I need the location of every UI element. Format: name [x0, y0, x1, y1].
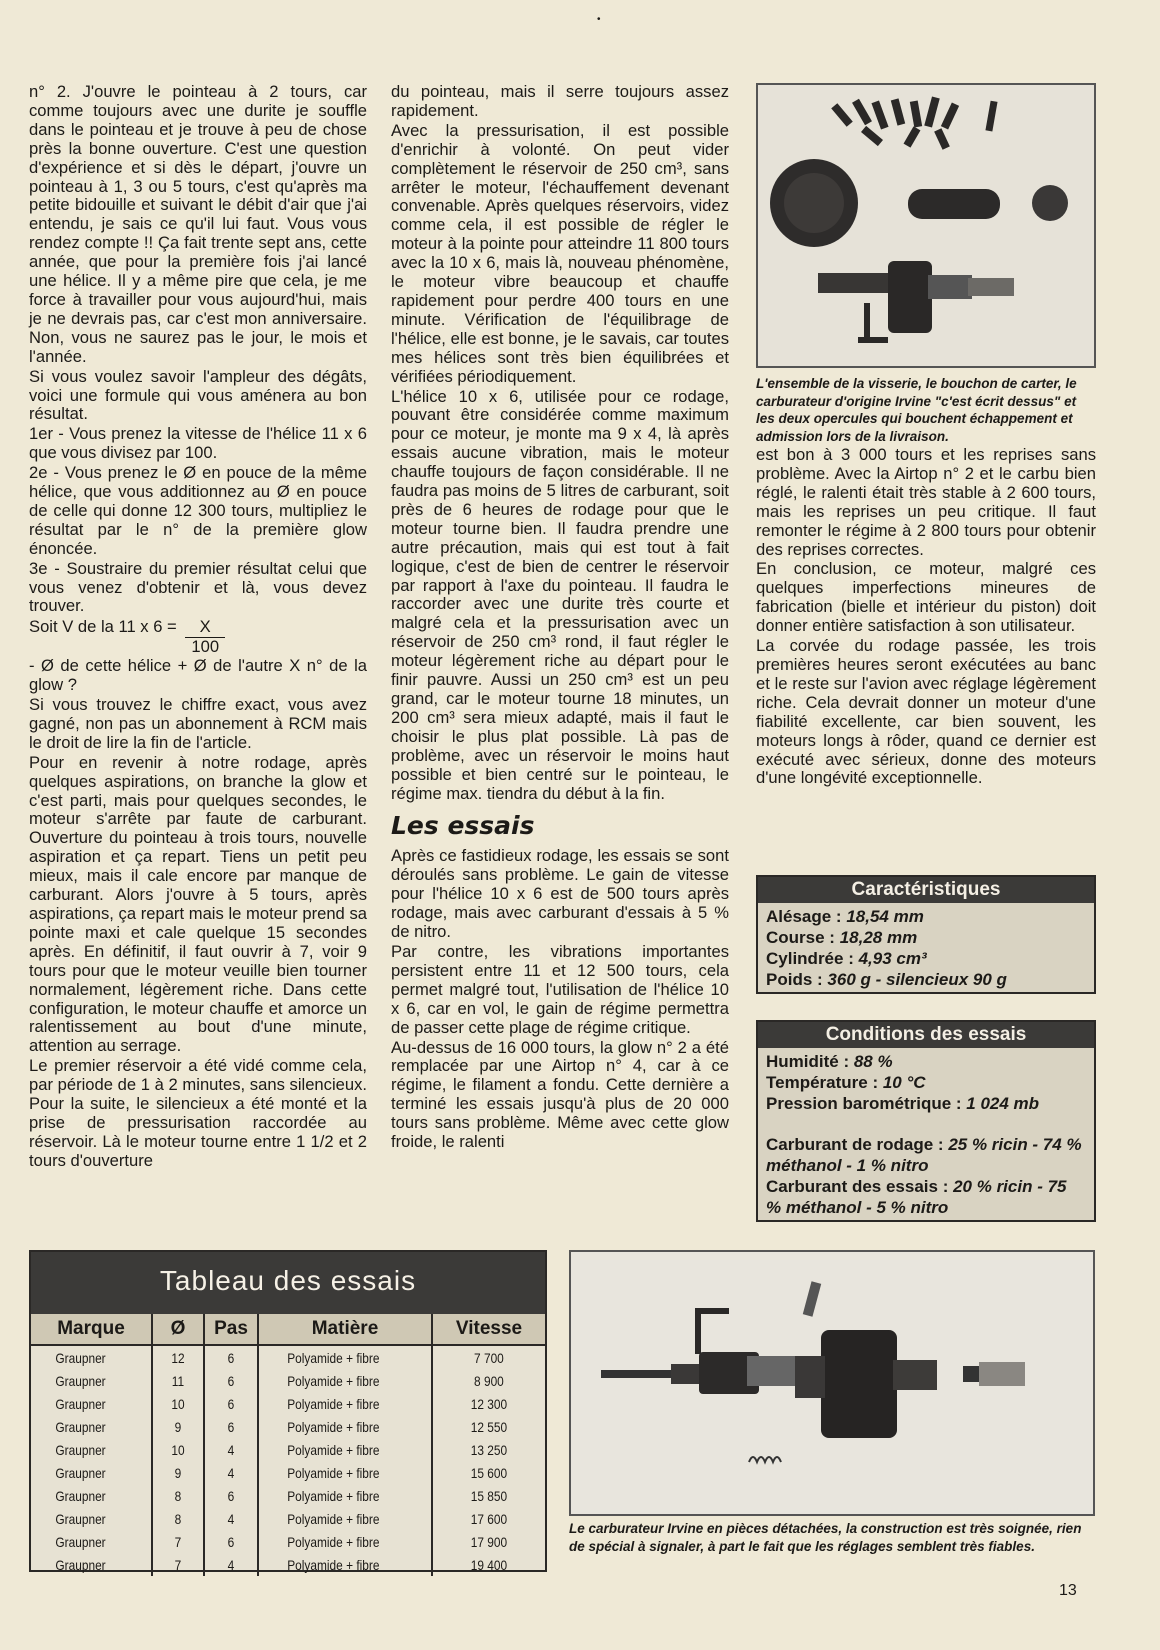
- table-cell: Graupner: [40, 1553, 143, 1576]
- table-row: [31, 1415, 545, 1438]
- article-column-3: [756, 446, 1096, 789]
- table-row: [31, 1369, 545, 1392]
- table-cell: Polyamide + fibre: [271, 1369, 419, 1392]
- table-row: [31, 1507, 545, 1530]
- condition-label: Température :: [766, 1073, 879, 1092]
- spec-label: Poids :: [766, 970, 823, 989]
- table-cell: Polyamide + fibre: [271, 1484, 419, 1507]
- photo-carburetor-parts: [569, 1250, 1095, 1516]
- table-cell: 17 900: [470, 1533, 508, 1550]
- spec-label: Course :: [766, 928, 835, 947]
- table-cell: Polyamide + fibre: [271, 1530, 419, 1553]
- table-cell: 9: [156, 1415, 200, 1438]
- caracteristiques-box: [756, 875, 1096, 994]
- table-row: [31, 1438, 545, 1461]
- table-cell: 4: [208, 1507, 254, 1530]
- table-cell: 7: [156, 1530, 200, 1553]
- table-cell: 12 300: [470, 1395, 508, 1412]
- page-number: 13: [1059, 1582, 1077, 1599]
- table-header-row: [31, 1314, 545, 1345]
- fuel-essais-label: Carburant des essais :: [766, 1177, 949, 1196]
- table-cell: 6: [208, 1369, 254, 1392]
- paragraph: est bon à 3 000 tours et les reprises sans problème. Avec la Airtop n° 2 et le carbu bien réglé, le ralenti était très stable à 2 600 tours, mais les reprises un peu critique. Il faut remonter le régime à 2 800 tours pour obtenir des reprises correctes.: [756, 445, 1096, 559]
- table-cell: 7: [156, 1553, 200, 1576]
- table-cell: 12: [156, 1345, 200, 1369]
- paragraph: n° 2. J'ouvre le pointeau à 2 tours, car comme toujours avec une durite je souffle dans le pointeau et je trouve à peu de chose près la bonne ouverture. C'est une question d'expérience et si dès le départ, j'ouvre un pointeau à 1, 3 ou 5 tours, c'est qu'après ma petite bidouille et suivant le débit d'air que j'ai entendu, je sais ce qu'il lui faut. Vous vous rendez compte !! Ça fait trente sept ans, cette année, que pour la première fois j'ai lancé une hélice. Il y a même pire que cela, je me force à travailler pour vous aujourd'hui, mais je ne devrais pas, car c'est mon anniversaire. Non, vous ne saurez pas le jour, le mois et l'année.: [29, 82, 367, 366]
- table-cell: Graupner: [40, 1369, 143, 1392]
- conditions-list: [758, 1048, 1094, 1223]
- table-cell: Polyamide + fibre: [271, 1553, 419, 1576]
- table-cell: 15 600: [470, 1464, 508, 1481]
- results-table: [31, 1314, 545, 1576]
- formula-left: Soit V de la 11 x 6 =: [29, 617, 177, 637]
- table-row: [31, 1484, 545, 1507]
- table-cell: 11: [156, 1369, 200, 1392]
- table-cell: 8: [156, 1507, 200, 1530]
- paragraph: Le premier réservoir a été vidé comme cela, par période de 1 à 2 minutes, sans silencieux. Pour la suite, le silencieux a été monté et la prise de pressurisation raccordée au réservoir. Là le moteur tourne entre 1 1/2 et 2 tours d'ouverture: [29, 1056, 367, 1170]
- condition-row: [766, 1072, 1086, 1093]
- table-cell: Polyamide + fibre: [271, 1461, 419, 1484]
- spec-row: [766, 948, 1086, 969]
- spec-row: [766, 906, 1086, 927]
- formula-fraction: [185, 618, 225, 657]
- spec-value: 18,54 mm: [846, 907, 924, 926]
- table-row: [31, 1530, 545, 1553]
- paragraph: L'hélice 10 x 6, utilisée pour ce rodage, pouvant être considérée comme maximum pour ce moteur, je monte ma 9 x 4, là après essais aucune vibration, mais le moteur chauffe toujours de façon considérable. Il ne faudra pas moins de 5 litres de carburant, soit près de 6 heures de rodage pour que le moteur tourne bien. Il faudra prendre une autre précaution, mais qui est tout à fait logique, c'est de bien de centrer le réservoir par rapport à l'axe du pointeau. Il faudra le raccorder avec une durite très courte et malgré cela et la pressurisation avec un réservoir de 250 cm³ rond, il faut régler le moteur légèrement riche au départ pour le finir pauvre. Aussi un 250 cm³ est un peu grand, car le moteur tourne 18 minutes, un 200 cm³ sera mieux adapté, mais il faut le choisir le plus plat possible. Là pas de problème, avec un réservoir le moins haut possible et bien centré sur le pointeau, le régime max. tiendra du début à la fin.: [391, 386, 729, 803]
- condition-value: 88 %: [853, 1052, 893, 1071]
- table-title: Tableau des essais: [31, 1252, 545, 1314]
- table-cell: 6: [208, 1530, 254, 1553]
- table-cell: Graupner: [40, 1461, 143, 1484]
- table-row: [31, 1461, 545, 1484]
- table-cell: 6: [208, 1345, 254, 1369]
- decorative-dot: •: [597, 14, 601, 25]
- fuel-rodage-row: [766, 1134, 1086, 1176]
- caracteristiques-list: [758, 903, 1094, 995]
- paragraph: Au-dessus de 16 000 tours, la glow n° 2 a été remplacée par une Airtop n° 4, car à ce régime, le filament a fondu. Cette dernière a terminé les essais jusqu'à plus de 20 000 tours sans problème. Même avec cette glow froide, le ralenti: [391, 1037, 729, 1152]
- column-header: Marque: [31, 1314, 152, 1345]
- conditions-title: Conditions des essais: [758, 1022, 1094, 1048]
- table-cell: 13 250: [470, 1441, 508, 1458]
- table-cell: 8: [156, 1484, 200, 1507]
- paragraph: Après ce fastidieux rodage, les essais se sont déroulés sans problème. Le gain de vitesse pour l'hélice 10 x 6 est de 500 tours après rodage, mais avec carburant d'essais à 5 % de nitro.: [391, 846, 729, 942]
- table-cell: Graupner: [40, 1345, 143, 1369]
- table-cell: Graupner: [40, 1438, 143, 1461]
- spec-value: 360 g - silencieux 90 g: [827, 970, 1007, 989]
- column-header: Vitesse: [432, 1314, 545, 1345]
- spec-label: Cylindrée :: [766, 949, 854, 968]
- condition-label: Pression barométrique :: [766, 1094, 962, 1113]
- spec-value: 18,28 mm: [839, 928, 918, 947]
- table-cell: Graupner: [40, 1507, 143, 1530]
- spec-label: Alésage :: [766, 907, 842, 926]
- caracteristiques-title: Caractéristiques: [758, 877, 1094, 903]
- table-cell: Polyamide + fibre: [271, 1438, 419, 1461]
- paragraph: Pour en revenir à notre rodage, après quelques aspirations, on branche la glow et c'est parti, mais pour quelques secondes, le moteur s'arrête par faute de carburant. Ouverture du pointeau à trois tours, nouvelle aspiration et ça repart. Tiens un petit peu mieux, mais il cale encore par manque de carburant. Alors j'ouvre à 5 tours, après aspirations, ça repart mais le moteur prend sa pointe maxi et cale quelque 15 secondes après. En définitif, il faut ouvrir à 7, voir 9 tours pour que le moteur veuille bien tourner normalement, légèrement riche. Dans cette configuration, le moteur chauffe et amorce un ralentissement au bout d'une minute, attention au serrage.: [29, 752, 367, 1056]
- table-cell: 7 700: [474, 1349, 504, 1366]
- spec-value: 4,93 cm³: [858, 949, 927, 968]
- article-column-2: [391, 83, 729, 1153]
- table-cell: Graupner: [40, 1530, 143, 1553]
- condition-row: [766, 1093, 1086, 1114]
- table-row: [31, 1392, 545, 1415]
- paragraph: 1er - Vous prenez la vitesse de l'hélice 11 x 6 que vous divisez par 100.: [29, 424, 367, 463]
- fuel-rodage-value: 25 % ricin - 74 % méthanol - 1 % nitro: [766, 1135, 1082, 1175]
- formula: [29, 618, 367, 657]
- table-row: [31, 1345, 545, 1369]
- table-cell: 9: [156, 1461, 200, 1484]
- spec-row: [766, 969, 1086, 990]
- table-row: [31, 1553, 545, 1576]
- table-cell: 15 850: [470, 1487, 508, 1504]
- table-cell: 12 550: [470, 1418, 508, 1435]
- fuel-essais-value: 20 % ricin - 75 % méthanol - 5 % nitro: [766, 1177, 1067, 1217]
- table-cell: 4: [208, 1553, 254, 1576]
- article-column-1: [29, 83, 367, 1172]
- table-cell: 10: [156, 1392, 200, 1415]
- section-heading: Les essais: [391, 811, 535, 841]
- condition-value: 1 024 mb: [966, 1094, 1040, 1113]
- paragraph: Avec la pressurisation, il est possible d'enrichir à volonté. On peut vider complètement le réservoir de 250 cm³, sans arrêter le moteur, l'échauffement devenant convenable. Après quelques réservoirs, videz comme cela, il est possible de régler le moteur à la pointe pour atteindre 11 800 tours avec la 10 x 6, mais là, nouveau phénomène, le moteur vibre beaucoup et chauffe rapidement pour perdre 400 tours en une minute. Vérification de l'équilibrage de l'hélice, elle est bonne, je le savais, car toutes mes hélices sont très bien équilibrées et vérifiées périodiquement.: [391, 120, 729, 386]
- table-cell: 19 400: [470, 1556, 508, 1573]
- paragraph: 3e - Soustraire du premier résultat celui que vous venez d'obtenir et là, vous devez trouver.: [29, 558, 367, 616]
- formula-denominator: 100: [191, 637, 220, 657]
- paragraph: Par contre, les vibrations importantes persistent entre 11 et 12 500 tours, cela permet malgré tout, l'utilisation de l'hélice 10 x 6, car en vol, le gain de régime permettra de passer cette plage de régime critique.: [391, 941, 729, 1037]
- table-cell: Graupner: [40, 1484, 143, 1507]
- table-cell: Polyamide + fibre: [271, 1392, 419, 1415]
- table-cell: Graupner: [40, 1415, 143, 1438]
- photo-screws-carburetor: [756, 83, 1096, 368]
- paragraph: La corvée du rodage passée, les trois premières heures seront exécutées au banc et le reste sur l'avion avec réglage légèrement riche. Cela devrait donner un moteur d'une fiabilité excellente, car bien souvent, les moteurs longs à rôder, quand ce dernier est exécuté avec sérieux, donne des moteurs d'une longévité exceptionnelle.: [756, 636, 1096, 788]
- table-cell: Polyamide + fibre: [271, 1507, 419, 1530]
- table-cell: 4: [208, 1438, 254, 1461]
- paragraph: En conclusion, ce moteur, malgré ces quelques imperfections mineures de fabrication (bielle et intérieur du piston) doit donner entière satisfaction à son utilisateur.: [756, 559, 1096, 636]
- table-cell: 8 900: [474, 1372, 504, 1389]
- fuel-rodage-label: Carburant de rodage :: [766, 1135, 944, 1154]
- photo-2-illustration: [571, 1252, 1093, 1514]
- photo-2-caption: Le carburateur Irvine en pièces détachées, la construction est très soignée, rien de spécial à signaler, à part le fait que les réglages semblent très fiables.: [569, 1521, 1082, 1554]
- condition-row: [766, 1051, 1086, 1072]
- fuel-essais-row: [766, 1176, 1086, 1218]
- column-header: Ø: [152, 1314, 204, 1345]
- formula-numerator: X: [185, 618, 225, 638]
- column-header: Matière: [258, 1314, 432, 1345]
- spec-row: [766, 927, 1086, 948]
- photo-1-illustration: [758, 85, 1094, 366]
- photo-1-caption: L'ensemble de la visserie, le bouchon de carter, le carburateur d'origine Irvine "c'est écrit dessus" et les deux opercules qui bouchent échappement et admission lors de la livraison.: [756, 376, 1077, 444]
- column-header: Pas: [204, 1314, 258, 1345]
- table-cell: 6: [208, 1415, 254, 1438]
- paragraph: du pointeau, mais il serre toujours assez rapidement.: [391, 82, 729, 120]
- table-cell: Polyamide + fibre: [271, 1345, 419, 1369]
- paragraph: Si vous voulez savoir l'ampleur des dégâts, voici une formule qui vous aménera au bon résultat.: [29, 366, 367, 424]
- table-cell: 6: [208, 1392, 254, 1415]
- condition-value: 10 °C: [882, 1073, 926, 1092]
- table-cell: Graupner: [40, 1392, 143, 1415]
- condition-label: Humidité :: [766, 1052, 850, 1071]
- table-cell: Polyamide + fibre: [271, 1415, 419, 1438]
- table-cell: 6: [208, 1484, 254, 1507]
- table-cell: 10: [156, 1438, 200, 1461]
- table-cell: 4: [208, 1461, 254, 1484]
- table-cell: 17 600: [470, 1510, 508, 1527]
- conditions-box: [756, 1020, 1096, 1222]
- paragraph: - Ø de cette hélice + Ø de l'autre X n° de la glow ?: [29, 656, 367, 695]
- tableau-des-essais: [29, 1250, 547, 1572]
- paragraph: 2e - Vous prenez le Ø en pouce de la même hélice, que vous additionnez au Ø en pouce de celle qui donne 12 300 tours, multipliez le résultat par le n° de la première glow énoncée.: [29, 463, 367, 558]
- paragraph: Si vous trouvez le chiffre exact, vous avez gagné, non pas un abonnement à RCM mais le droit de lire la fin de l'article.: [29, 695, 367, 752]
